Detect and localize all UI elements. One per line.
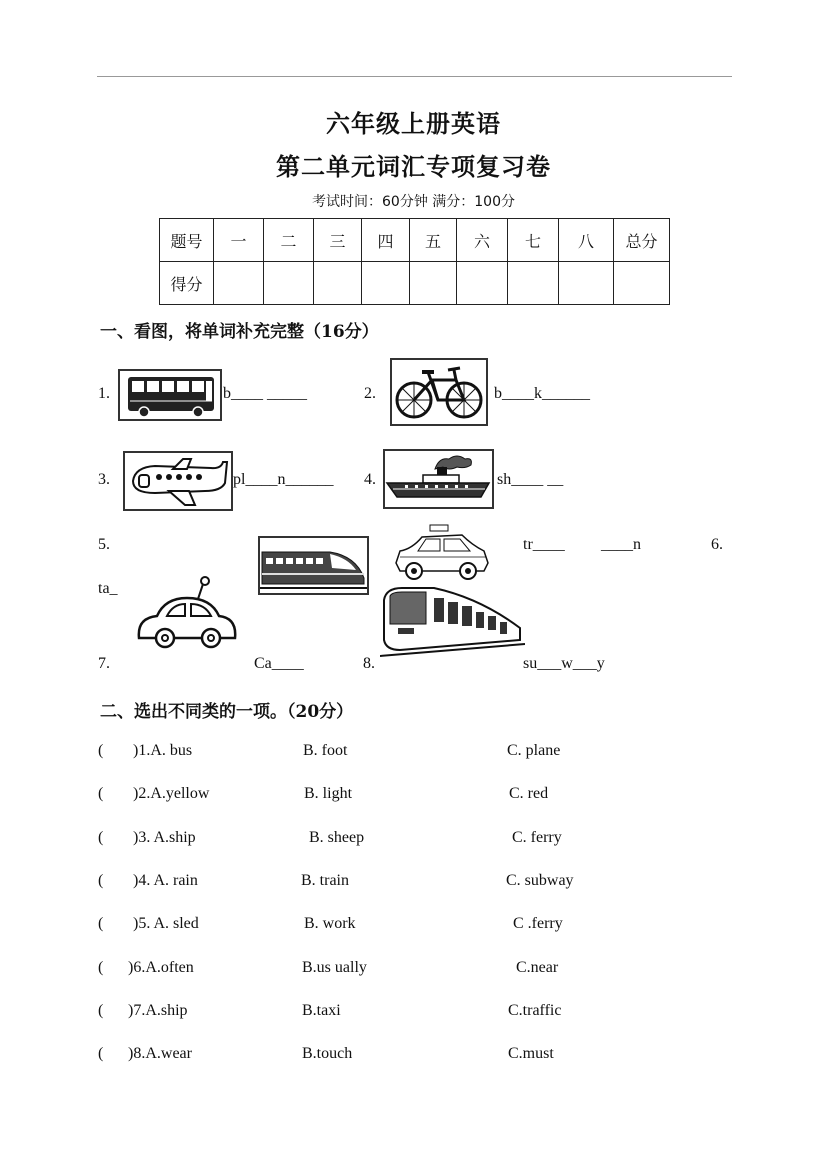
score-row-label: 得分	[160, 262, 214, 305]
score-cell[interactable]	[559, 262, 614, 305]
item-blank[interactable]: tr____	[523, 536, 565, 553]
score-table-header-row	[160, 219, 670, 262]
score-header-cell: 总分	[614, 219, 670, 262]
item-blank[interactable]: sh____ __	[497, 471, 564, 488]
option-c: C. ferry	[512, 829, 562, 846]
bicycle-icon	[390, 358, 488, 426]
option-b: B. foot	[303, 742, 348, 759]
score-header-cell: 七	[508, 219, 559, 262]
answer-paren[interactable]: (	[98, 785, 104, 802]
score-header-cell: 五	[410, 219, 457, 262]
header-rule	[97, 76, 732, 77]
score-header-cell: 一	[214, 219, 264, 262]
answer-paren[interactable]: (	[98, 1045, 104, 1062]
car-icon	[135, 574, 239, 650]
answer-paren[interactable]: (	[98, 872, 104, 889]
answer-paren[interactable]: (	[98, 829, 104, 846]
score-header-cell: 四	[362, 219, 410, 262]
score-cell[interactable]	[314, 262, 362, 305]
option-a: )2.A.yellow	[133, 785, 210, 802]
option-c: C. red	[509, 785, 549, 802]
option-b: B. work	[304, 915, 356, 932]
score-header-cell: 三	[314, 219, 362, 262]
option-c: C. plane	[507, 742, 561, 759]
option-c: C.traffic	[508, 1002, 562, 1019]
score-cell[interactable]	[214, 262, 264, 305]
item-number: 4.	[364, 471, 376, 488]
score-table-score-row	[160, 262, 670, 305]
section2-heading: 二、选出不同类的一项。（20分）	[100, 702, 354, 722]
option-b: B. sheep	[309, 829, 365, 846]
taxi-icon	[392, 523, 490, 585]
item-blank[interactable]: pl____n______	[233, 471, 334, 488]
option-c: C. subway	[506, 872, 574, 889]
bullet-train-icon	[258, 536, 369, 595]
page-title: 六年级上册英语	[326, 109, 501, 138]
answer-paren[interactable]: (	[98, 1002, 104, 1019]
score-header-cell: 题号	[160, 219, 214, 262]
score-header-cell: 六	[457, 219, 508, 262]
option-c: C .ferry	[513, 915, 563, 932]
item-blank[interactable]: su___w___y	[523, 655, 605, 672]
item-number: 3.	[98, 471, 110, 488]
option-a: )4. A. rain	[133, 872, 198, 889]
answer-paren[interactable]: (	[98, 742, 104, 759]
item-blank[interactable]: b____k______	[494, 385, 590, 402]
item-number: 6.	[711, 536, 723, 553]
score-cell[interactable]	[614, 262, 670, 305]
score-table	[159, 218, 670, 305]
item-blank[interactable]: Ca____	[254, 655, 304, 672]
plane-icon	[123, 451, 233, 511]
option-b: B. train	[301, 872, 349, 889]
section1-heading: 一、看图，将单词补充完整（16分）	[100, 322, 379, 342]
item-number: 7.	[98, 655, 110, 672]
score-cell[interactable]	[410, 262, 457, 305]
page-subtitle: 第二单元词汇专项复习卷	[276, 152, 551, 181]
option-b: B. light	[304, 785, 353, 802]
option-b: B.taxi	[302, 1002, 341, 1019]
subway-icon	[380, 584, 525, 662]
option-b: B.us ually	[302, 959, 367, 976]
item-number: 1.	[98, 385, 110, 402]
item-blank[interactable]: b____ _____	[223, 385, 307, 402]
option-c: C.near	[516, 959, 559, 976]
score-cell[interactable]	[457, 262, 508, 305]
ship-icon	[383, 449, 494, 509]
score-header-cell: 二	[264, 219, 314, 262]
exam-info: 考试时间：60分钟 满分：100分	[312, 194, 515, 210]
score-cell[interactable]	[264, 262, 314, 305]
item-blank[interactable]: ta_	[98, 580, 118, 597]
option-a: )5. A. sled	[133, 915, 199, 932]
item-number: 5.	[98, 536, 110, 553]
item-number: 8.	[363, 655, 375, 672]
answer-paren[interactable]: (	[98, 915, 104, 932]
item-blank[interactable]: ____n	[601, 536, 641, 553]
option-a: )7.A.ship	[128, 1002, 188, 1019]
answer-paren[interactable]: (	[98, 959, 104, 976]
option-c: C.must	[508, 1045, 554, 1062]
item-number: 2.	[364, 385, 376, 402]
score-header-cell: 八	[559, 219, 614, 262]
option-a: )1.A. bus	[133, 742, 193, 759]
option-a: )8.A.wear	[128, 1045, 192, 1062]
score-cell[interactable]	[362, 262, 410, 305]
option-a: )6.A.often	[128, 959, 194, 976]
option-a: )3. A.ship	[133, 829, 196, 846]
option-b: B.touch	[302, 1045, 353, 1062]
bus-icon	[118, 369, 222, 421]
score-cell[interactable]	[508, 262, 559, 305]
